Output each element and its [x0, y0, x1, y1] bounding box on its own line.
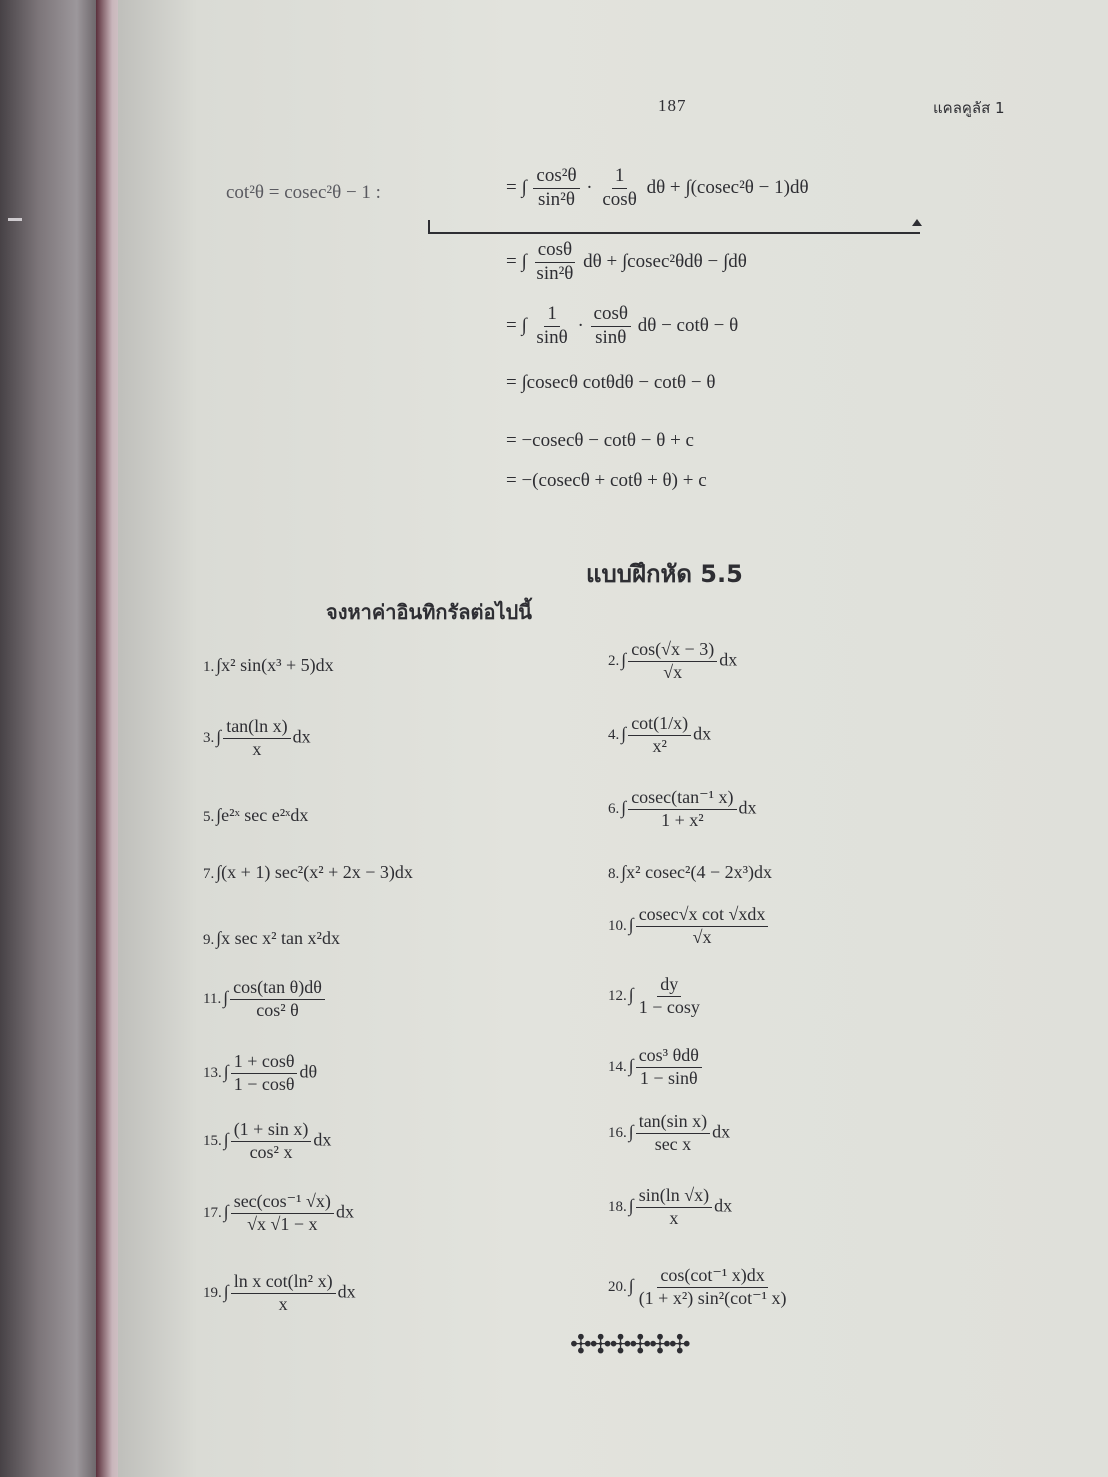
left-page-edge — [0, 0, 96, 1477]
integral-sign: ∫ — [621, 723, 627, 744]
fraction — [636, 1266, 790, 1309]
differential: dx — [337, 1281, 356, 1302]
exercise-item — [608, 1046, 704, 1089]
differential: dx — [313, 1129, 332, 1150]
integral-sign: ∫ — [223, 1201, 229, 1222]
exercise-item — [203, 1272, 356, 1315]
integral-sign: ∫ — [628, 1275, 634, 1296]
exercise-number: 10. — [608, 918, 627, 935]
exercise-item — [203, 655, 334, 676]
integral-sign: ∫ — [628, 914, 634, 935]
exercise-item — [203, 1120, 331, 1163]
exercise-item — [608, 1186, 732, 1229]
denominator: 1 − cosy — [638, 996, 700, 1017]
numerator: tan(sin x) — [636, 1112, 710, 1134]
fraction — [628, 714, 691, 757]
exercise-number: 5. — [203, 809, 215, 825]
line-suffix: dθ − cotθ − θ — [637, 314, 739, 336]
denominator: 1 − cosθ — [233, 1073, 295, 1094]
differential: dx — [693, 723, 712, 744]
denominator: x — [278, 1293, 288, 1314]
denominator: √x — [663, 661, 683, 682]
denominator: cosθ — [602, 188, 637, 210]
numerator: cos³ θdθ — [636, 1046, 702, 1068]
numerator: cos(√x − 3) — [628, 640, 717, 662]
exercise-item — [608, 905, 770, 948]
exercise-number: 7. — [203, 866, 215, 882]
fraction — [231, 1052, 298, 1095]
exercise-number: 17. — [203, 1205, 222, 1222]
fraction — [533, 240, 576, 285]
exercise-expression: ∫x sec x² tan x²dx — [216, 928, 340, 948]
denominator: sin²θ — [536, 262, 574, 284]
fraction — [533, 166, 579, 211]
fraction — [533, 304, 570, 349]
numerator: sin(ln √x) — [636, 1186, 712, 1208]
numerator: (1 + sin x) — [231, 1120, 312, 1142]
identity-note: cot²θ = cosec²θ − 1 : — [226, 182, 381, 203]
exercise-number: 13. — [203, 1065, 222, 1082]
denominator: x² — [652, 735, 667, 756]
exercise-number: 18. — [608, 1199, 627, 1216]
section-end-ornament: ✣✣✣✣✣✣ — [570, 1330, 689, 1360]
denominator: √x √1 − x — [247, 1213, 318, 1234]
numerator: cosθ — [591, 304, 631, 327]
derivation-line-3 — [506, 304, 738, 349]
denominator: x — [669, 1207, 679, 1228]
denominator: sinθ — [595, 326, 627, 348]
line-prefix: = ∫ — [506, 250, 527, 272]
exercise-item — [203, 928, 340, 949]
integral-sign: ∫ — [223, 1281, 229, 1302]
exercise-expression: ∫(x + 1) sec²(x² + 2x − 3)dx — [216, 862, 413, 882]
numerator: cos(tan θ)dθ — [230, 978, 325, 1000]
numerator: cosec(tan⁻¹ x) — [628, 788, 736, 810]
derivation-line-5: = −cosecθ − cotθ − θ + c — [506, 430, 694, 451]
exercise-item — [203, 862, 413, 883]
integral-sign: ∫ — [223, 1129, 229, 1150]
line-prefix: = ∫ — [506, 314, 527, 336]
derivation-line-6: = −(cosecθ + cotθ + θ) + c — [506, 470, 707, 491]
integral-sign: ∫ — [621, 797, 627, 818]
differential: dx — [714, 1195, 733, 1216]
fraction — [636, 1112, 710, 1155]
exercise-expression: ∫e²ˣ sec e²ˣdx — [216, 805, 309, 825]
denominator: sinθ — [536, 326, 568, 348]
integral-sign: ∫ — [621, 649, 627, 670]
exercise-item — [608, 714, 711, 757]
fraction — [231, 1192, 334, 1235]
exercise-number: 9. — [203, 932, 215, 948]
numerator: ln x cot(ln² x) — [231, 1272, 336, 1294]
exercise-number: 6. — [608, 801, 620, 818]
multiply-dot: · — [586, 176, 593, 198]
differential: dx — [738, 797, 757, 818]
fraction — [231, 1272, 336, 1315]
derivation-line-1 — [506, 166, 809, 211]
differential: dx — [335, 1201, 354, 1222]
differential: dx — [292, 726, 311, 747]
integral-sign: ∫ — [223, 987, 229, 1008]
integral-sign: ∫ — [628, 1195, 634, 1216]
exercise-item — [608, 788, 757, 831]
fraction — [599, 166, 639, 211]
exercise-number: 11. — [203, 991, 222, 1008]
fraction — [231, 1120, 312, 1163]
exercise-number: 14. — [608, 1059, 627, 1076]
exercise-number: 8. — [608, 866, 620, 882]
numerator: cos²θ — [533, 166, 579, 189]
numerator: cot(1/x) — [628, 714, 691, 736]
section-title: แบบฝึกหัด 5.5 — [586, 560, 743, 588]
line-prefix: = ∫ — [506, 176, 527, 198]
numerator: dy — [657, 975, 681, 997]
denominator: x — [252, 738, 262, 759]
fraction — [628, 788, 736, 831]
differential: dx — [712, 1121, 731, 1142]
numerator: cosec√x cot √xdx — [636, 905, 769, 927]
fraction — [223, 717, 290, 760]
numerator: cos(cot⁻¹ x)dx — [657, 1266, 767, 1288]
denominator: sec x — [654, 1133, 692, 1154]
left-page-mark — [8, 218, 22, 221]
exercise-number: 20. — [608, 1279, 627, 1296]
exercise-number: 1. — [203, 659, 215, 675]
exercise-expression: ∫x² cosec²(4 − 2x³)dx — [621, 862, 772, 882]
denominator: √x — [692, 926, 712, 947]
exercise-item — [608, 975, 705, 1018]
line-suffix: dθ + ∫(cosec²θ − 1)dθ — [646, 176, 809, 198]
fraction — [636, 1186, 712, 1229]
exercise-expression: ∫x² sin(x³ + 5)dx — [216, 655, 334, 675]
numerator: tan(ln x) — [223, 717, 290, 739]
differential: dx — [719, 649, 738, 670]
exercise-item — [203, 1192, 354, 1235]
exercise-item — [608, 640, 737, 683]
denominator: cos² θ — [256, 999, 299, 1020]
page-number: 187 — [658, 96, 687, 115]
exercise-item — [203, 717, 311, 760]
running-head: แคลคูลัส 1 — [933, 99, 1005, 117]
exercise-item — [203, 1052, 317, 1095]
fraction — [636, 905, 769, 948]
exercise-item — [608, 862, 772, 883]
integral-sign: ∫ — [216, 726, 222, 747]
exercise-number: 19. — [203, 1285, 222, 1302]
integral-sign: ∫ — [628, 1121, 634, 1142]
numerator: 1 — [612, 166, 628, 189]
exercise-number: 3. — [203, 730, 215, 747]
fraction — [230, 978, 325, 1021]
exercise-number: 16. — [608, 1125, 627, 1142]
exercise-item — [203, 805, 308, 826]
denominator: 1 − sinθ — [639, 1067, 698, 1088]
integral-sign: ∫ — [628, 984, 634, 1005]
exercise-number: 4. — [608, 727, 620, 744]
differential: dθ — [299, 1061, 318, 1082]
fraction — [628, 640, 717, 683]
exercise-number: 12. — [608, 988, 627, 1005]
fraction — [636, 1046, 702, 1089]
instruction: จงหาค่าอินทิกรัลต่อไปนี้ — [326, 600, 532, 624]
line-suffix: dθ + ∫cosec²θdθ − ∫dθ — [583, 250, 747, 272]
exercise-item — [608, 1112, 730, 1155]
integral-sign: ∫ — [223, 1061, 229, 1082]
exercise-number: 2. — [608, 653, 620, 670]
exercise-item — [608, 1266, 792, 1309]
fraction — [636, 975, 703, 1018]
denominator: (1 + x²) sin²(cot⁻¹ x) — [638, 1287, 787, 1308]
derivation-line-4: = ∫cosecθ cotθdθ − cotθ − θ — [506, 372, 716, 393]
substitution-arrow — [428, 220, 920, 234]
numerator: 1 — [544, 304, 560, 327]
denominator: cos² x — [249, 1141, 293, 1162]
denominator: sin²θ — [537, 188, 575, 210]
integral-sign: ∫ — [628, 1055, 634, 1076]
exercise-item — [203, 978, 327, 1021]
denominator: 1 + x² — [661, 809, 704, 830]
numerator: sec(cos⁻¹ √x) — [231, 1192, 334, 1214]
numerator: 1 + cosθ — [231, 1052, 298, 1074]
derivation-line-2 — [506, 240, 747, 285]
exercise-number: 15. — [203, 1133, 222, 1150]
fraction — [591, 304, 631, 349]
numerator: cosθ — [535, 240, 575, 263]
book-page — [118, 0, 1108, 1477]
multiply-dot: · — [577, 314, 584, 336]
